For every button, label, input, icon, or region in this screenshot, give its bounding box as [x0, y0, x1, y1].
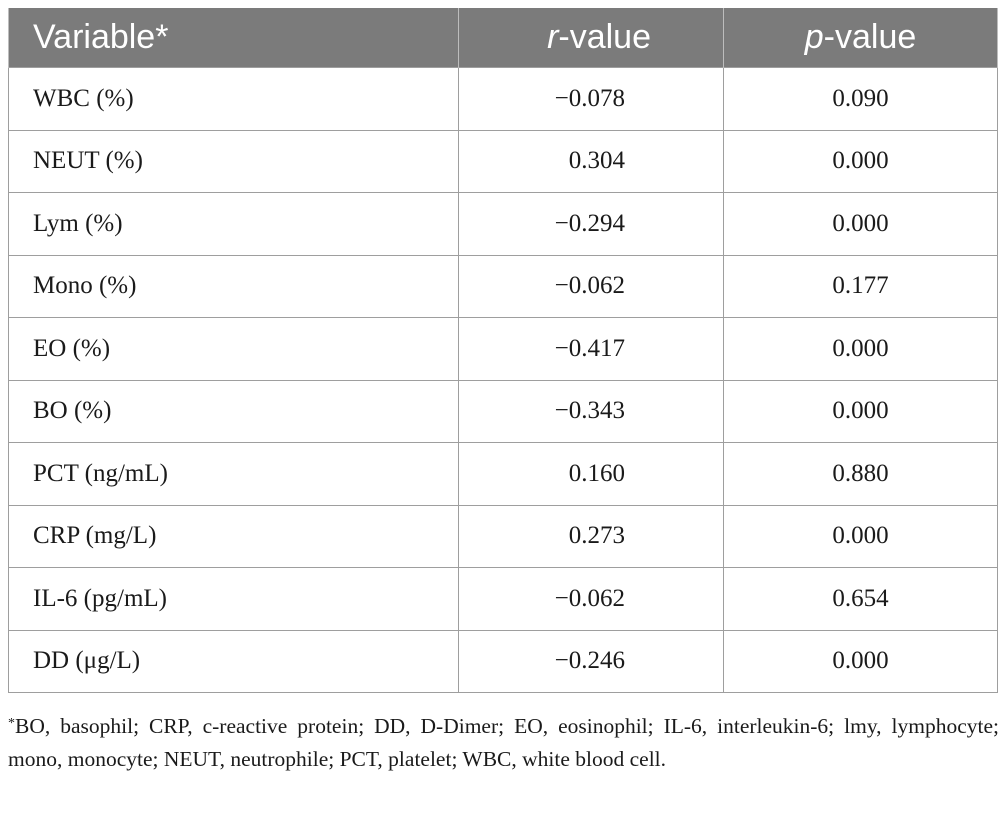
header-r-value — [459, 8, 724, 68]
cell-p-value: 0.000 — [724, 193, 998, 256]
table-row — [9, 505, 998, 568]
cell-p-value: 0.000 — [724, 130, 998, 193]
cell-p-value: 0.177 — [724, 255, 998, 318]
cell-r-value: −0.417 — [459, 318, 724, 381]
table-row — [9, 318, 998, 381]
cell-r-value: −0.343 — [459, 380, 724, 443]
cell-variable: PCT (ng/mL) — [9, 443, 459, 506]
cell-p-value: 0.880 — [724, 443, 998, 506]
cell-r-value: −0.062 — [459, 568, 724, 631]
footnote-marker: * — [8, 716, 15, 731]
cell-variable: DD (μg/L) — [9, 630, 459, 693]
table-row — [9, 630, 998, 693]
cell-variable: BO (%) — [9, 380, 459, 443]
cell-r-value: 0.304 — [459, 130, 724, 193]
cell-p-value: 0.000 — [724, 380, 998, 443]
table-body — [9, 68, 998, 693]
cell-variable: NEUT (%) — [9, 130, 459, 193]
cell-p-value: 0.090 — [724, 68, 998, 131]
table-footnote — [8, 707, 999, 776]
cell-r-value: 0.273 — [459, 505, 724, 568]
correlation-table — [8, 8, 998, 693]
table-row — [9, 380, 998, 443]
header-r-suffix: -value — [558, 18, 651, 56]
cell-p-value: 0.000 — [724, 505, 998, 568]
header-p-value — [724, 8, 998, 68]
cell-r-value: −0.062 — [459, 255, 724, 318]
cell-r-value: −0.078 — [459, 68, 724, 131]
header-variable: Variable* — [9, 8, 459, 68]
cell-variable: WBC (%) — [9, 68, 459, 131]
header-r-symbol: r — [547, 18, 559, 56]
cell-p-value: 0.000 — [724, 318, 998, 381]
header-p-symbol: p — [804, 18, 824, 56]
header-row — [9, 8, 998, 68]
table-row — [9, 130, 998, 193]
cell-p-value: 0.000 — [724, 630, 998, 693]
cell-variable: CRP (mg/L) — [9, 505, 459, 568]
table-row — [9, 568, 998, 631]
table-row — [9, 193, 998, 256]
table-row — [9, 68, 998, 131]
cell-variable: Mono (%) — [9, 255, 459, 318]
header-p-suffix: -value — [823, 18, 917, 56]
cell-variable: IL-6 (pg/mL) — [9, 568, 459, 631]
cell-variable: EO (%) — [9, 318, 459, 381]
table-row — [9, 255, 998, 318]
table-row — [9, 443, 998, 506]
table-header — [9, 8, 998, 68]
cell-r-value: −0.246 — [459, 630, 724, 693]
footnote-text: BO, basophil; CRP, c-reactive protein; DD, D-Dimer; EO, eosinophil; IL-6, interleukin-6; lmy, lymphocyte; mono, monocyte; NEUT, neutrophile; PCT, platelet; WBC, white blood cell. — [8, 714, 999, 771]
cell-variable: Lym (%) — [9, 193, 459, 256]
cell-r-value: 0.160 — [459, 443, 724, 506]
cell-r-value: −0.294 — [459, 193, 724, 256]
correlation-table-container — [8, 8, 997, 693]
cell-p-value: 0.654 — [724, 568, 998, 631]
